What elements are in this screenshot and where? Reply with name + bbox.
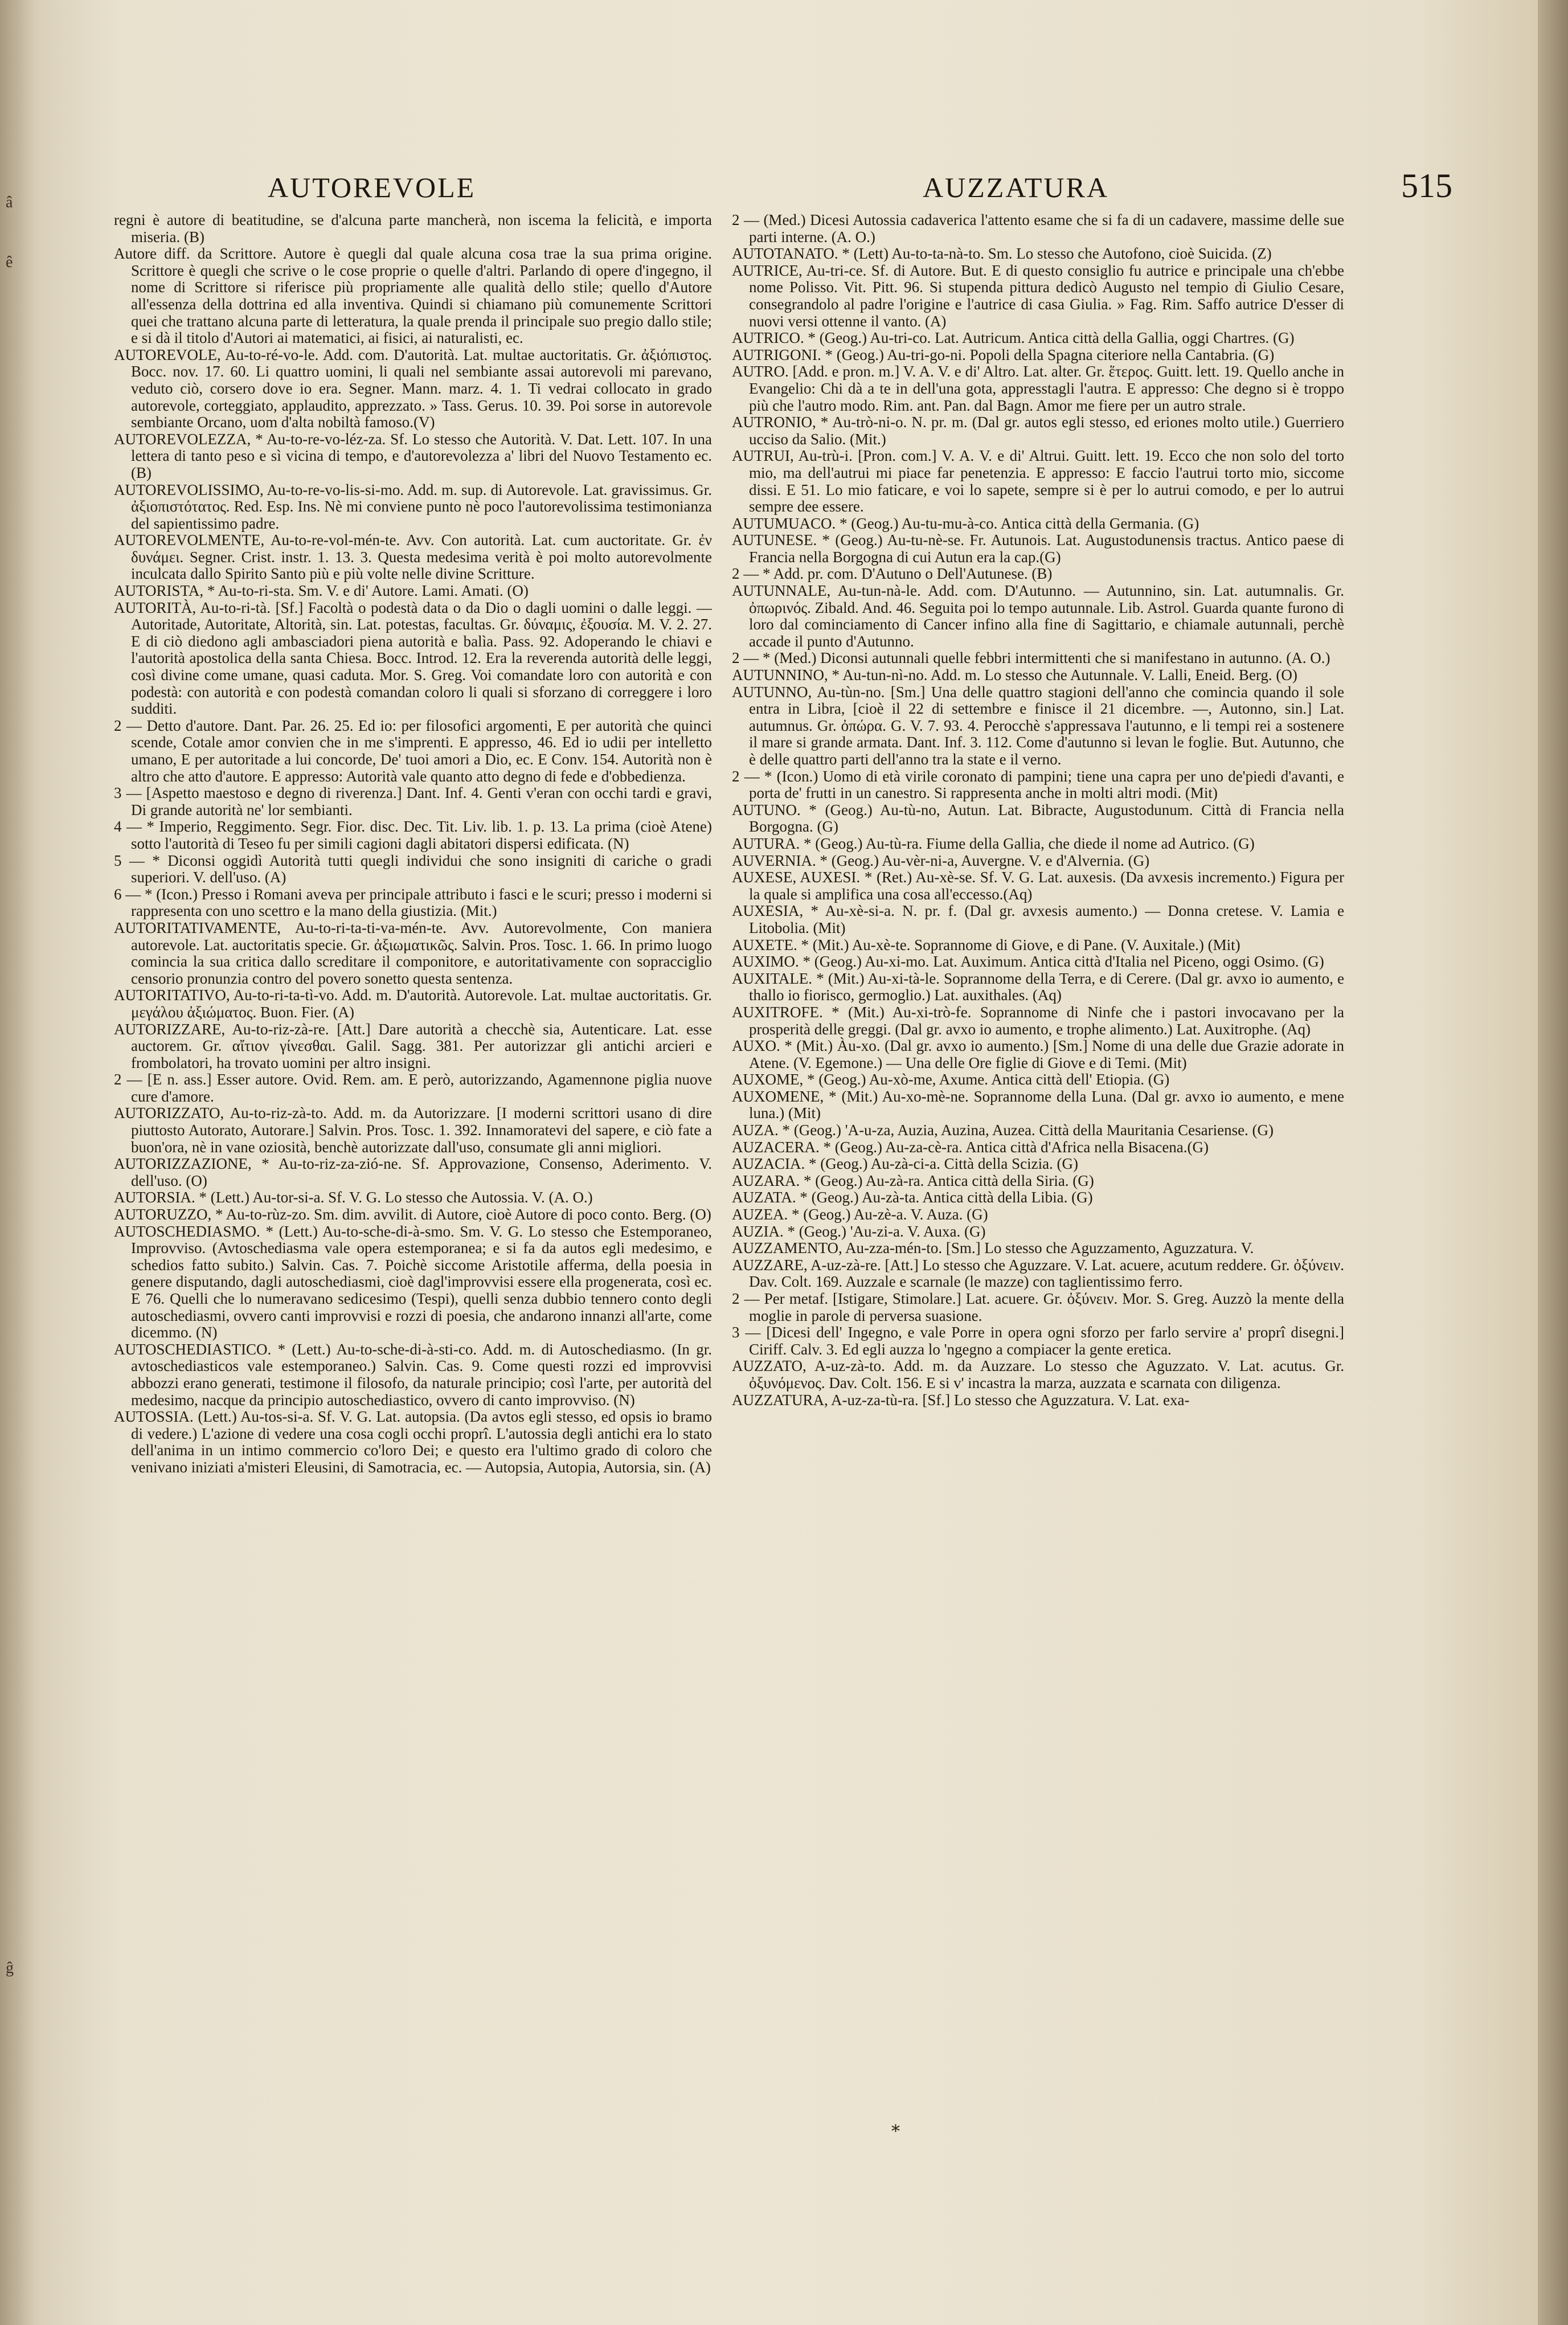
dictionary-entry: 2 — Detto d'autore. Dant. Par. 26. 25. Ed io: per filosofici argomenti, E per autorità che quinci scende, Cotale amor convien che in me s'imprenti. E appresso, 46. Ed io udii per intelletto umano, E per autoritade a lui concorde, De' tuoi amori a Dio, ec. E Conv. 154. Autorità non è altro che atto d'autore. E appresso: Autorità vale quanto atto degno di fede e d'obbedienza. (114, 717, 712, 785)
dictionary-entry: AUTOREVOLEZZA, * Au-to-re-vo-léz-za. Sf. Lo stesso che Autorità. V. Dat. Lett. 107. In una lettera di tanto peso e sì vicina di tempo, e d'autorevolezza a' libri del Nuovo Testamento ec. (B) (114, 430, 712, 481)
dictionary-entry: AUTRICE, Au-tri-ce. Sf. di Autore. But. E di questo consiglio fu autrice e principale una ch'ebbe nome Polisso. Vit. Pitt. 96. Si stupenda pittura dedicò Augusto nel tempio di Giulio Cesare, consegrandolo al padre l'origine e l'autrice di casa Giulia. » Fag. Rim. Saffo autrice D'esser di nuovi versi ottenne il vanto. (A) (732, 261, 1344, 330)
dictionary-entry: AUXOME, * (Geog.) Au-xò-me, Axume. Antica città dell' Etiopia. (G) (732, 1071, 1170, 1088)
dictionary-entry: AUTRICO. * (Geog.) Au-tri-co. Lat. Autricum. Antica città della Gallia, oggi Chartres. (G) (732, 329, 1295, 347)
dictionary-entry: AUTORIZZARE, Au-to-riz-zà-re. [Att.] Dare autorità a checchè sia, Autenticare. Lat. esse auctorem. Gr. αἴτιον γίνεσθαι. Galil. Sagg. 381. Per autorizzar gli antichi arcieri e frombolatori, ha trovato uomini per altro insigni. (114, 1020, 712, 1071)
dictionary-entry: AUZIA. * (Geog.) 'Au-zi-a. V. Auxa. (G) (732, 1222, 986, 1240)
left-column (114, 212, 712, 2126)
margin-mark: â (6, 194, 13, 211)
dictionary-entry: AUZZATURA, A-uz-za-tù-ra. [Sf.] Lo stesso che Aguzzatura. V. Lat. exa- (732, 1391, 1190, 1409)
dictionary-entry: 2 — * (Icon.) Uomo di età virile coronato di pampini; tiene una capra per uno de'piedi d'avanti, e porta de' frutti in un canestro. Si rappresenta anche in molti altri modi. (Mit) (732, 767, 1344, 802)
margin-mark: ĝ (6, 1959, 14, 1977)
dictionary-entry: AUTUMUACO. * (Geog.) Au-tu-mu-à-co. Antica città della Germania. (G) (732, 514, 1199, 532)
dictionary-entry: 4 — * Imperio, Reggimento. Segr. Fior. disc. Dec. Tit. Liv. lib. 1. p. 13. La prima (cioè Atene) sotto l'autorità di Teseo fu per simili cagioni dagli abitatori dispersi edificata. (N) (114, 818, 712, 852)
right-column (732, 212, 1344, 2126)
dictionary-entry: AUZA. * (Geog.) 'A-u-za, Auzia, Auzina, Auzea. Città della Mauritania Cesariense. (G) (732, 1121, 1274, 1139)
footer-mark: * (891, 2122, 900, 2142)
running-header (268, 167, 1452, 211)
page-gutter (0, 0, 34, 2325)
dictionary-entry: AUTOREVOLISSIMO, Au-to-re-vo-lis-si-mo. Add. m. sup. di Autorevole. Lat. gravissimus. Gr. ἀξιοπιστότατος. Red. Esp. Ins. Nè mi conviene punto nè poco l'autorevolissima testimonianza del sapientissimo padre. (114, 481, 712, 532)
dictionary-entry: AUTORITATIVAMENTE, Au-to-ri-ta-ti-va-mén-te. Avv. Autorevolmente, Con maniera autorevole. Lat. auctoritatis specie. Gr. ἀξιωματικῶς. Salvin. Pros. Tosc. 1. 66. In primo luogo comincia la sua critica dallo screditare il componitore, e autoritativamente con sopracciglio censorio pronunzia contro del povero sonetto questa sentenza. (114, 919, 712, 987)
dictionary-entry: Autore diff. da Scrittore. Autore è quegli dal quale alcuna cosa trae la sua prima origine. Scrittore è quegli che scrive o le cose proprie o quelle d'altri. Parlando di opere d'ingegno, il nome di Scrittore si riferisce più propriamente alle qualità dello stile; quello d'Autore all'essenza della dottrina ed alla inventiva. Quindi si chiamano più comunemente Scrittori quei che trattano alcuna parte di letteratura, la quale prenda il principale suo pregio dallo stile; e si dà il titolo d'Autori ai matematici, ai fisici, ai naturalisti, ec. (114, 245, 712, 347)
dictionary-entry: AUTUNNO, Au-tùn-no. [Sm.] Una delle quattro stagioni dell'anno che comincia quando il sole entra in Libra, [cioè il 22 di settembre e finisce il 21 dicembre. —, Autonno, sin.] Lat. autumnus. Gr. ὀπώρα. G. V. 7. 93. 4. Perocchè s'appressava l'autunno, e li tempi rei a sostenere il mare si grande armata. Dant. Inf. 3. 112. Come d'autunno si levan le foglie. But. Autunno, che è delle quattro parti dell'anno tra la state e il verno. (732, 683, 1344, 768)
page-edge (1538, 0, 1568, 2325)
dictionary-entry: AUTUNO. * (Geog.) Au-tù-no, Autun. Lat. Bibracte, Augustodunum. Città di Francia nella Borgogna. (G) (732, 801, 1344, 836)
dictionary-entry: AUXOMENE, * (Mit.) Au-xo-mè-ne. Soprannome della Luna. (Dal gr. avxo io aumento, e mene luna.) (Mit) (732, 1087, 1344, 1122)
dictionary-entry: 2 — [E n. ass.] Esser autore. Ovid. Rem. am. E però, autorizzando, Agamennone piglia nuove cure d'amore. (114, 1071, 712, 1105)
dictionary-entry: regni è autore di beatitudine, se d'alcuna parte mancherà, non iscema la felicità, e importa miseria. (B) (114, 212, 712, 245)
dictionary-entry: AUXESE, AUXESI. * (Ret.) Au-xè-se. Sf. V. G. Lat. auxesis. (Da avxesis incremento.) Figura per la quale si amplifica una cosa all'eccesso.(Aq) (732, 869, 1344, 903)
dictionary-entry: AUTRO. [Add. e pron. m.] V. A. V. e di' Altro. Lat. alter. Gr. ἕτερος. Guitt. lett. 19. Quello anche in Evangelio: Chi dà a te in dell'una gota, appresstagli l'autra. E appresso: Che degno si è troppo più che l'autro modo. Rim. ant. Pan. dal Bagn. Amor me fiere per un autro strale. (732, 363, 1344, 414)
header-right-word: AUZZATURA (923, 171, 1109, 203)
dictionary-entry: AUZZARE, A-uz-zà-re. [Att.] Lo stesso che Aguzzare. V. Lat. acuere, acutum reddere. Gr. ὀξύνειν. Dav. Colt. 169. Auzzale e scarnale (le mazze) con taglientissimo ferro. (732, 1256, 1344, 1291)
dictionary-entry: AUZATA. * (Geog.) Au-zà-ta. Antica città della Libia. (G) (732, 1189, 1093, 1206)
dictionary-entry: AUXITALE. * (Mit.) Au-xi-tà-le. Soprannome della Terra, e di Cerere. (Dal gr. avxo io aumento, e thallo io fiorisco, germoglio.) Lat. auxithales. (Aq) (732, 969, 1344, 1004)
margin-mark: ê (6, 253, 13, 271)
dictionary-entry: AUTOSCHEDIASMO. * (Lett.) Au-to-sche-di-à-smo. Sm. V. G. Lo stesso che Estemporaneo, Improvviso. (Avtoschediasma vale opera estemporanea; e si fa da autos egli medesimo, e schedios fatto subito.) Salvin. Cas. 7. Poichè siccome Aristotile afferma, della poesia in genere disputando, dagli autoschediasmi, cioè dagl'improvvisi essere ella progenerata, così ec. E 76. Quelli che lo numeravano sedicesimo (Tespi), quelli senza dubbio tennero conto degli autoschediasmi, ovvero canti improvvisi e rozzi di poesia, che andarono innanzi all'arte, come dicemmo. (N) (114, 1222, 712, 1341)
dictionary-entry: AUTURA. * (Geog.) Au-tù-ra. Fiume della Gallia, che diede il nome ad Autrico. (G) (732, 834, 1255, 852)
dictionary-entry: AUZACERA. * (Geog.) Au-za-cè-ra. Antica città d'Africa nella Bisacena.(G) (732, 1138, 1209, 1156)
dictionary-entry: AUTRUI, Au-trù-i. [Pron. com.] V. A. V. e di' Altrui. Guitt. lett. 19. Ecco che non solo del torto mio, ma dell'autrui mi piace far penetenzia. E appresso: E faccio l'autrui torto mio, siccome dissi. E 51. Lo mio faticare, e voi lo sapete, sempre si è per lo autrui comodo, e per lo autrui sempre dee essere. (732, 447, 1344, 515)
dictionary-entry: AUTORIZZAZIONE, * Au-to-riz-za-zió-ne. Sf. Approvazione, Consenso, Aderimento. V. dell'uso. (O) (114, 1155, 712, 1189)
dictionary-entry: AUXO. * (Mit.) Àu-xo. (Dal gr. avxo io aumento.) [Sm.] Nome di una delle due Grazie adorate in Atene. (V. Egemone.) — Una delle Ore figlie di Giove e di Temi. (Mit) (732, 1037, 1344, 1071)
dictionary-entry: 2 — * Add. pr. com. D'Autuno o Dell'Autunese. (B) (732, 565, 1053, 583)
dictionary-entry: 2 — Per metaf. [Istigare, Stimolare.] Lat. acuere. Gr. ὀξύνειν. Mor. S. Greg. Auzzò la mente della moglie in parole di perversa suasione. (732, 1290, 1344, 1324)
dictionary-entry: AUTORITATIVO, Au-to-ri-ta-tì-vo. Add. m. D'autorità. Autorevole. Lat. multae auctoritatis. Gr. μεγάλου ἀξιώματος. Buon. Fier. (A) (114, 987, 712, 1021)
dictionary-entry: AUTORITÀ, Au-to-ri-tà. [Sf.] Facoltà o podestà data o da Dio o dagli uomini o dalle leggi. — Autoritade, Autoritate, Altorità, sin. Lat. potestas, facultas. Gr. δύναμις, ἐξουσία. M. V. 2. 27. E di ciò diedono agli ambasciadori piena autorità e balìa. Pass. 92. Adoperando le chiavi e l'autorità apostolica della santa Chiesa. Bocc. Introd. 12. Era la reverenda autorità delle leggi, così divine come umane, quasi caduta. Mor. S. Greg. Voi comandate loro con autorità e con podestà: con autorità e con podestà comandan coloro li quali si sforzano di correggere i loro sudditi. (114, 599, 712, 718)
dictionary-entry: AUTORIZZATO, Au-to-riz-zà-to. Add. m. da Autorizzare. [I moderni scrittori usano di dire piuttosto Autorato, Autorare.] Salvin. Pros. Tosc. 1. 392. Innamoratevi del sapere, e ciò fate a buon'ora, nè in vane oziosità, benchè autorizzate dall'uso, consumate gli anni migliori. (114, 1104, 712, 1156)
dictionary-entry: AUXITROFE. * (Mit.) Au-xi-trò-fe. Soprannome di Ninfe che i pastori invocavano per la prosperità delle greggi. (Dal gr. avxo io aumento, e trophe alimento.) Lat. Auxitrophe. (Aq) (732, 1003, 1344, 1038)
dictionary-entry: AUXESIA, * Au-xè-si-a. N. pr. f. (Dal gr. avxesis aumento.) — Donna cretese. V. Lamia e Litobolia. (Mit) (732, 902, 1344, 936)
dictionary-entry: 6 — * (Icon.) Presso i Romani aveva per principale attributo i fasci e le scuri; presso i moderni si rappresenta con uno scettro e la mano della giustizia. (Mit.) (114, 885, 712, 920)
dictionary-entry: AUTOREVOLE, Au-to-ré-vo-le. Add. com. D'autorità. Lat. multae auctoritatis. Gr. ἀξιόπιστος. Bocc. nov. 17. 60. Li quattro uomini, li quali nel sembiante assai autorevoli mi parevano, veduto ciò, corsero dove io era. Segner. Mann. marz. 4. 1. Ti vedrai collocato in grado autorevole, corteggiato, applaudito, apprezzato. » Tass. Gerus. 10. 39. Poi sorse in autorevole sembiante Orcano, uom d'alta nobiltà famoso.(V) (114, 346, 712, 431)
dictionary-entry: AUZACIA. * (Geog.) Au-zà-ci-a. Città della Scizia. (G) (732, 1155, 1079, 1173)
dictionary-entry: AUTRONIO, * Au-trò-ni-o. N. pr. m. (Dal gr. autos egli stesso, ed eriones molto utile.) Guerriero ucciso da Salio. (Mit.) (732, 414, 1344, 448)
dictionary-entry: 5 — * Diconsi oggidì Autorità tutti quegli individui che sono insigniti di cariche o gradi superiori. V. dell'uso. (A) (114, 852, 712, 886)
dictionary-entry: 2 — (Med.) Dicesi Autossia cadaverica l'attento esame che si fa di un cadavere, massime delle sue parti interne. (A. O.) (732, 212, 1344, 245)
dictionary-entry: AUXIMO. * (Geog.) Au-xi-mo. Lat. Auximum. Antica città d'Italia nel Piceno, oggi Osimo. (G) (732, 953, 1324, 971)
dictionary-entry: AUTOSCHEDIASTICO. * (Lett.) Au-to-sche-di-à-sti-co. Add. m. di Autoschediasmo. (In gr. avtoschediasticos vale estemporaneo.) Salvin. Cas. 9. Come questi rozzi ed improvvisi abbozzi erano generati, testimone il filosofo, da naturale principio; così l'arte, per autorità del medesimo, nacque da principio autoschediastico, ovvero di canto improvviso. (N) (114, 1340, 712, 1409)
dictionary-entry: AUTUNNINO, * Au-tun-nì-no. Add. m. Lo stesso che Autunnale. V. Lalli, Eneid. Berg. (O) (732, 666, 1297, 684)
dictionary-entry: AUXETE. * (Mit.) Au-xè-te. Soprannome di Giove, e di Pane. (V. Auxitale.) (Mit) (732, 936, 1241, 953)
dictionary-entry: 3 — [Aspetto maestoso e degno di riverenza.] Dant. Inf. 4. Genti v'eran con occhi tardi e gravi, Di grande autorità ne' lor sembianti. (114, 784, 712, 818)
dictionary-entry: AUTUNESE. * (Geog.) Au-tu-nè-se. Fr. Autunois. Lat. Augustodunensis tractus. Antico paese di Francia nella Borgogna di cui Autun era la cap.(G) (732, 531, 1344, 566)
dictionary-entry: AUTORSIA. * (Lett.) Au-tor-si-a. Sf. V. G. Lo stesso che Autossia. V. (A. O.) (114, 1189, 593, 1206)
dictionary-entry: AUVERNIA. * (Geog.) Au-vèr-ni-a, Auvergne. V. e d'Alvernia. (G) (732, 852, 1150, 869)
dictionary-entry: 3 — [Dicesi dell' Ingegno, e vale Porre in opera ogni sforzo per farlo servire a' proprî disegni.] Ciriff. Calv. 3. Ed egli auzza lo 'ngegno a compiacer la gente eretica. (732, 1324, 1344, 1358)
dictionary-entry: AUTORUZZO, * Au-to-rùz-zo. Sm. dim. avvilit. di Autore, cioè Autore di poco conto. Berg. (O) (114, 1206, 711, 1223)
header-left-word: AUTOREVOLE (268, 171, 476, 203)
dictionary-entry: 2 — * (Med.) Diconsi autunnali quelle febbri intermittenti che si manifestano in autunno. (A. O.) (732, 649, 1330, 667)
dictionary-entry: AUZARA. * (Geog.) Au-zà-ra. Antica città della Siria. (G) (732, 1172, 1094, 1189)
dictionary-entry: AUTOREVOLMENTE, Au-to-re-vol-mén-te. Avv. Con autorità. Lat. cum auctoritate. Gr. ἐν δυνάμει. Segner. Crist. instr. 1. 13. 3. Questa medesima verità è poi molto autorevolmente inculcata dallo Spirito Santo più e più volte nelle divine Scritture. (114, 531, 712, 583)
dictionary-entry: AUZEA. * (Geog.) Au-zè-a. V. Auza. (G) (732, 1206, 988, 1223)
page-number: 515 (1401, 167, 1452, 204)
dictionary-entry: AUTRIGONI. * (Geog.) Au-tri-go-ni. Popoli della Spagna citeriore nella Cantabria. (G) (732, 346, 1275, 363)
dictionary-entry: AUTOSSIA. (Lett.) Au-tos-si-a. Sf. V. G. Lat. autopsia. (Da avtos egli stesso, ed opsis io bramo di vedere.) L'azione di vedere una cosa cogli occhi proprî. L'autossia degli antichi era lo stato dell'anima in un intimo commercio co'loro Dei; e questo era l'ultimo grado di coloro che venivano iniziati a'misteri Eleusini, di Samotracia, ec. — Autopsia, Autopia, Autorsia, sin. (A) (114, 1408, 712, 1476)
dictionary-entry: AUTOTANATO. * (Lett) Au-to-ta-nà-to. Sm. Lo stesso che Autofono, cioè Suicida. (Z) (732, 245, 1272, 263)
dictionary-entry: AUTUNNALE, Au-tun-nà-le. Add. com. D'Autunno. — Autunnino, sin. Lat. autumnalis. Gr. ὀπωρινός. Zibald. And. 46. Seguita poi lo tempo autunnale. Lib. Astrol. Guarda quante furono di loro dal cominciamento di Cancer infino alla fine di Sagittario, e chiamale autunnali, perchè accade il punto d'Autunno. (732, 582, 1344, 650)
dictionary-entry: AUZZATO, A-uz-zà-to. Add. m. da Auzzare. Lo stesso che Aguzzato. V. Lat. acutus. Gr. ὀξυνόμενος. Dav. Colt. 156. E si v' incastra la marza, auzzata e scarnata con diligenza. (732, 1357, 1344, 1391)
dictionary-entry: AUTORISTA, * Au-to-ri-sta. Sm. V. e di' Autore. Lami. Amati. (O) (114, 582, 529, 600)
dictionary-entry: AUZZAMENTO, Au-zza-mén-to. [Sm.] Lo stesso che Aguzzamento, Aguzzatura. V. (732, 1239, 1254, 1257)
